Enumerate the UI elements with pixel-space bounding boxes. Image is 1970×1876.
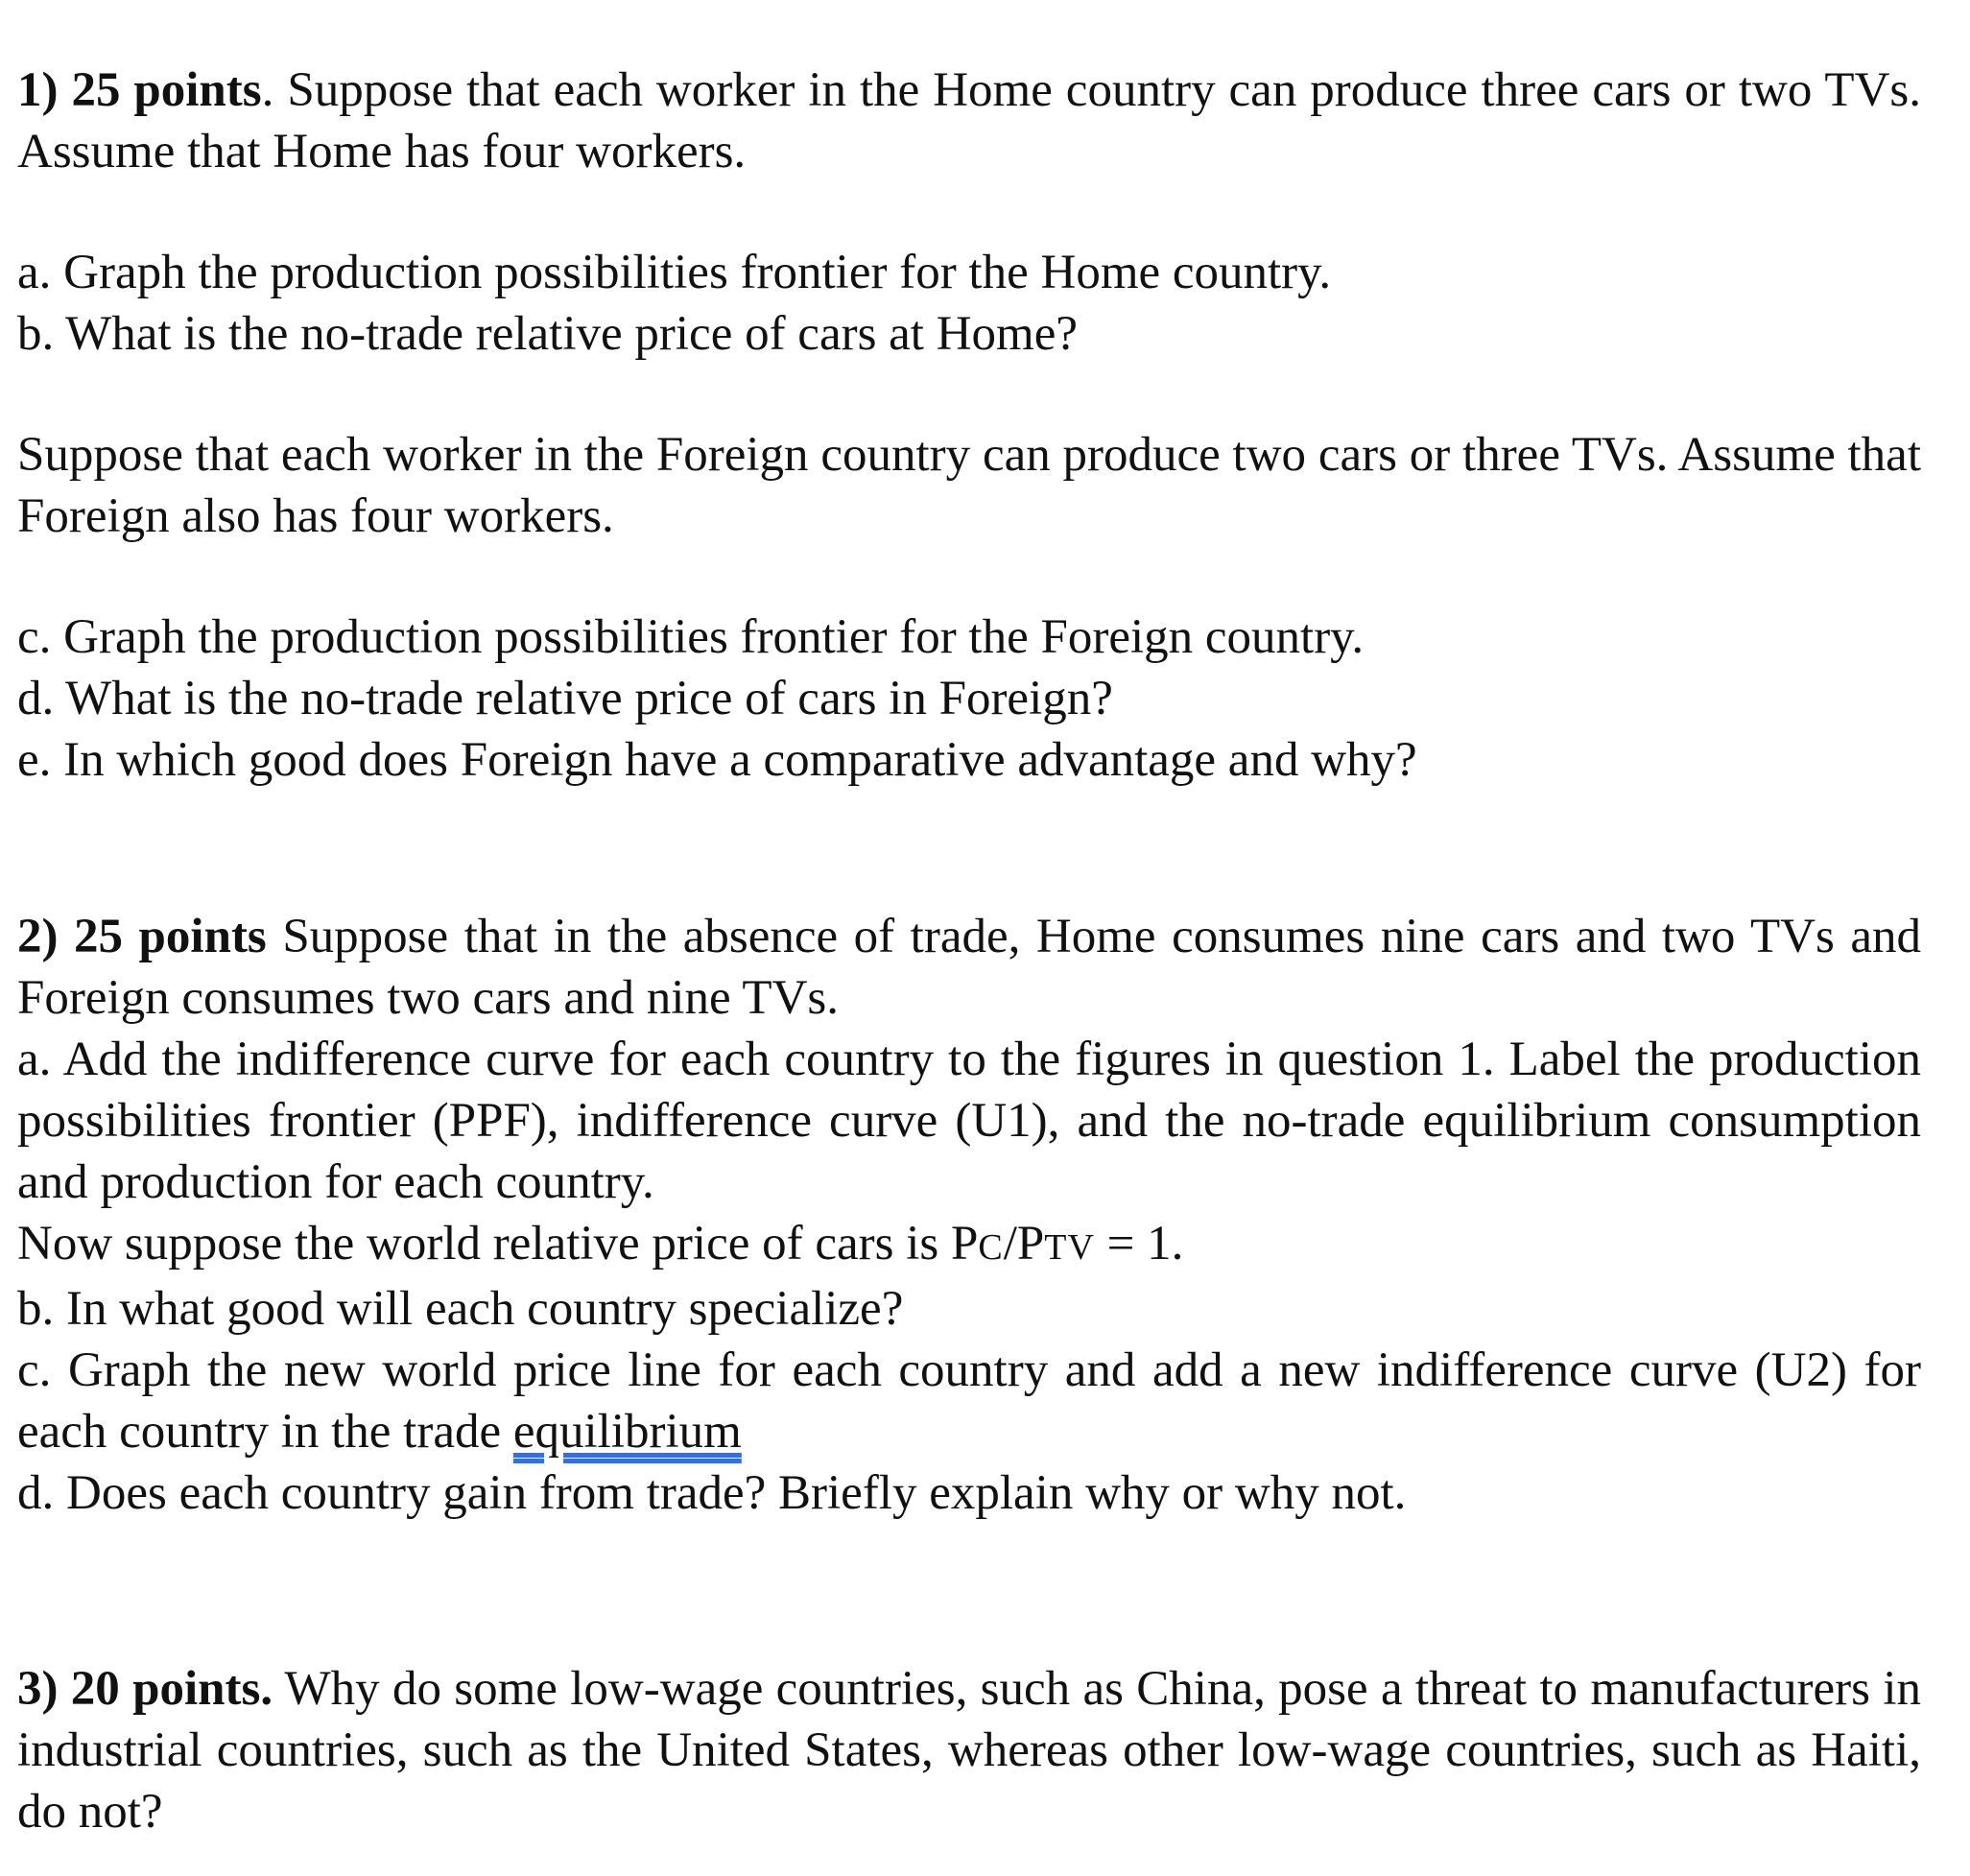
q2-part-b: b. In what good will each country specialize? (17, 1282, 904, 1336)
q2-intro (17, 906, 1921, 1029)
q1-part-b: b. What is the no-trade relative price of cars at Home? (17, 307, 1078, 361)
q2-part-c-text: c. Graph the new world price line for each country and add a new indifference curve (U2) for each country in the trade (17, 1343, 1921, 1459)
q1-part-e: e. In which good does Foreign have a comparative advantage and why? (17, 733, 1417, 787)
q1-part-d: d. What is the no-trade relative price of cars in Foreign? (17, 672, 1113, 725)
q2-label: 2) 25 points (17, 910, 267, 963)
q3-label: 3) 20 points. (17, 1662, 273, 1716)
q2-part-c (17, 1340, 1921, 1462)
q2-price-slash: /P (1003, 1217, 1045, 1270)
q3-body: Why do some low-wage countries, such as China, pose a threat to manufacturers in industrial countries, such as the United States, whereas other low-wage countries, such as Haiti, do not? (17, 1662, 1921, 1839)
q2-price-sub-c: C (978, 1227, 1004, 1268)
q2-price-prefix: Now suppose the world relative price of cars is P (17, 1217, 979, 1270)
q2-price-sub-tv: TV (1044, 1227, 1095, 1268)
q1-intro (17, 59, 1921, 182)
q2-part-a: a. Add the indifference curve for each country to the figures in question 1. Label the production possibilities frontier (PPF), indifference curve (U1), and the no-trade equilibrium consumption and production for each country. (17, 1033, 1921, 1209)
q1-part-a: a. Graph the production possibilities frontier for the Home country. (17, 246, 1332, 299)
q2-price-statement (17, 1213, 1921, 1278)
q2-intro-text: Suppose that in the absence of trade, Home consumes nine cars and two TVs and Foreign consumes two cars and nine TVs. (17, 910, 1921, 1025)
q1-part-c: c. Graph the production possibilities frontier for the Foreign country. (17, 610, 1365, 664)
q2-equilibrium-spellcheck: equilibrium (512, 1405, 742, 1459)
q1-intro-text: . Suppose that each worker in the Home country can produce three cars or two TVs. Assume that Home has four workers. (17, 63, 1921, 178)
q2-price-suffix: = 1. (1094, 1217, 1184, 1270)
q1-label: 1) 25 points (17, 63, 262, 117)
q2-part-d: d. Does each country gain from trade? Briefly explain why or why not. (17, 1466, 1407, 1520)
q3-text (17, 1658, 1921, 1842)
document-page (17, 59, 1921, 1842)
q1-foreign-intro: Suppose that each worker in the Foreign country can produce two cars or three TVs. Assume that Foreign also has four workers. (17, 428, 1921, 543)
